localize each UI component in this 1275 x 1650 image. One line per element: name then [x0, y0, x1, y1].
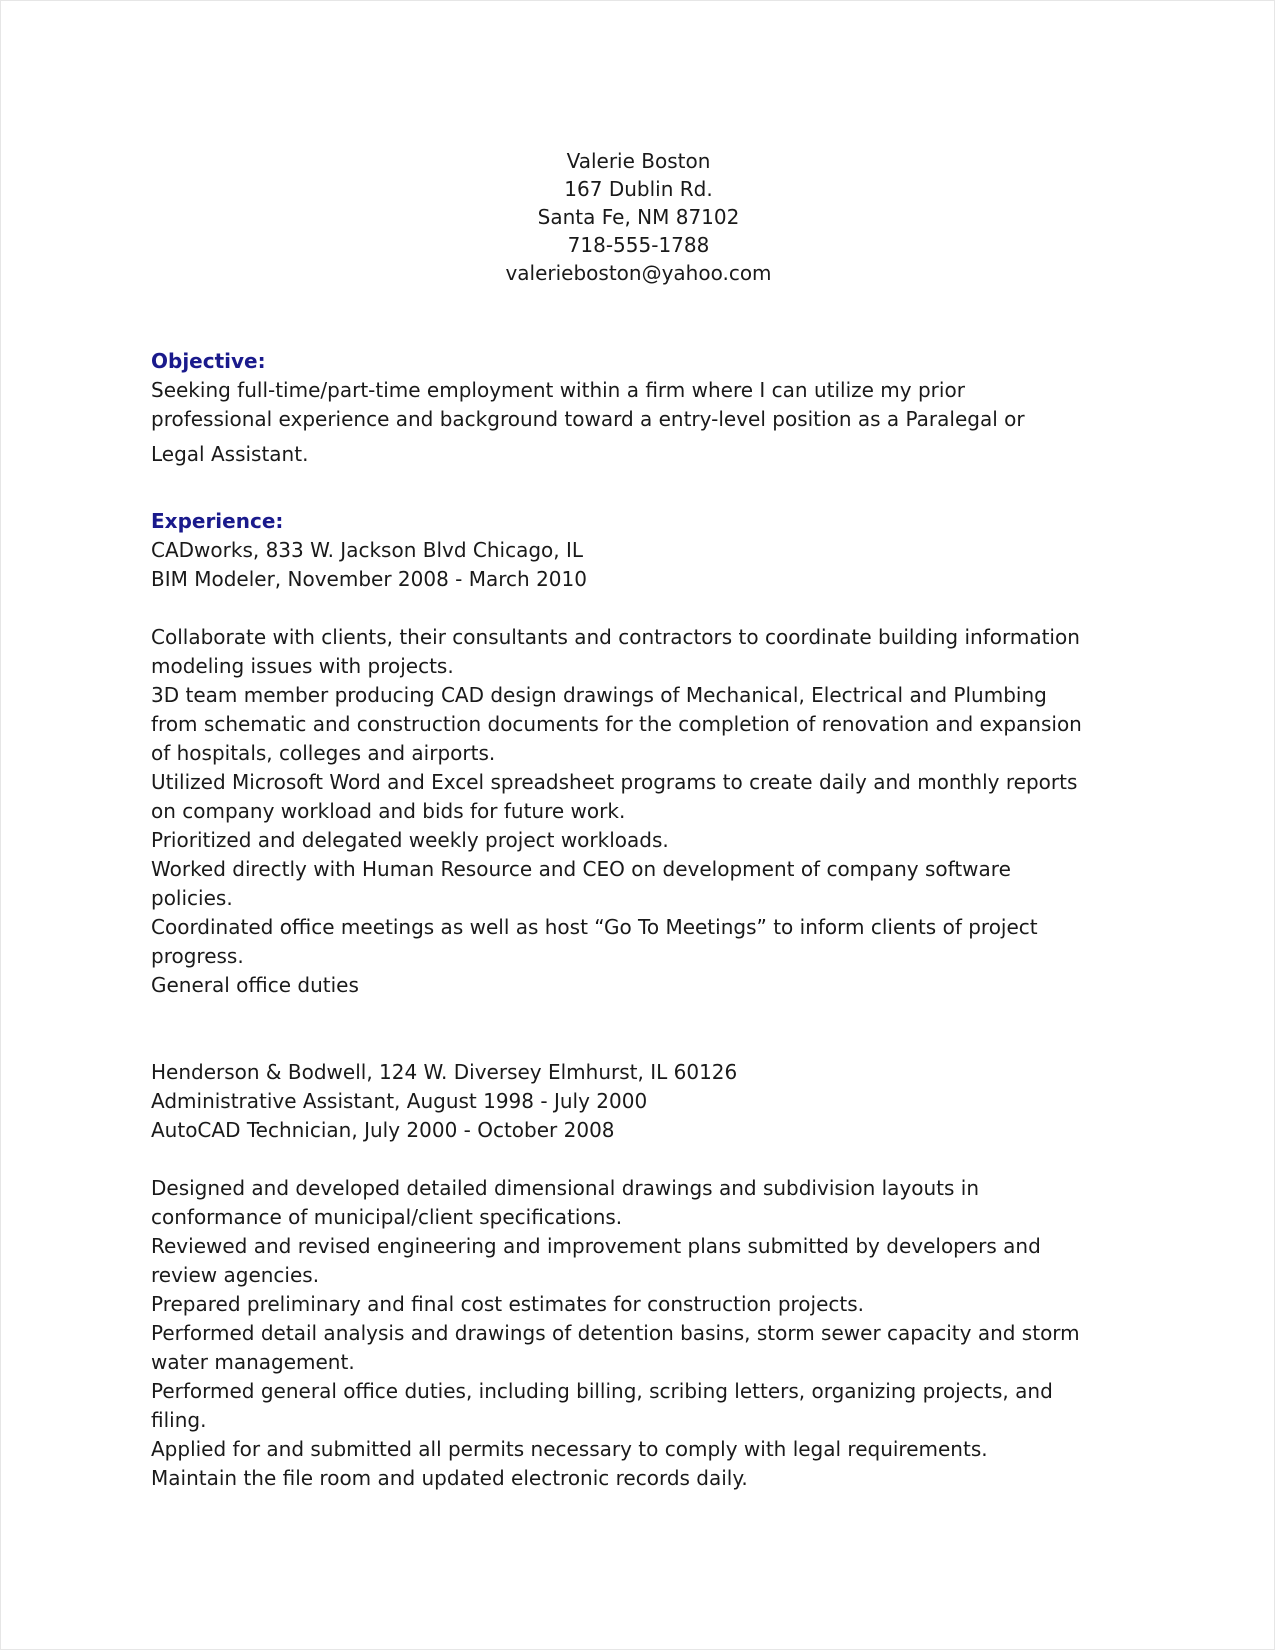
objective-line: Seeking full-time/part-time employment within a firm where I can utilize my prior [151, 378, 965, 402]
job-duty-line: 3D team member producing CAD design drawings of Mechanical, Electrical and Plumbing [151, 683, 1047, 707]
job-duty-line: filing. [151, 1408, 207, 1432]
job-duty-line: water management. [151, 1350, 355, 1374]
job-duty-line: on company workload and bids for future work. [151, 799, 626, 823]
job-employer: CADworks, 833 W. Jackson Blvd Chicago, IL [151, 538, 584, 562]
job-title: BIM Modeler, November 2008 - March 2010 [151, 567, 587, 591]
job-employer: Henderson & Bodwell, 124 W. Diversey Elmhurst, IL 60126 [151, 1060, 738, 1084]
contact-city: Santa Fe, NM 87102 [537, 205, 740, 229]
job-duty-line: policies. [151, 886, 233, 910]
job-duty-line: Coordinated office meetings as well as host “Go To Meetings” to inform clients of project [151, 915, 1038, 939]
contact-email: valerieboston@yahoo.com [505, 261, 772, 285]
contact-phone: 718-555-1788 [567, 233, 710, 257]
job-duty-line: modeling issues with projects. [151, 654, 454, 678]
objective-line: Legal Assistant. [151, 442, 309, 466]
experience-heading: Experience: [151, 509, 284, 533]
job-title: AutoCAD Technician, July 2000 - October 2008 [151, 1118, 615, 1142]
contact-name: Valerie Boston [566, 149, 711, 173]
job-entry [151, 1058, 1151, 1493]
job-duty-line: progress. [151, 944, 244, 968]
job-duty-line: from schematic and construction documents for the completion of renovation and expansion [151, 712, 1082, 736]
job-duty-line: Prepared preliminary and final cost estimates for construction projects. [151, 1292, 865, 1316]
resume-body [151, 347, 1151, 1493]
job-duty-line: Worked directly with Human Resource and CEO on development of company software [151, 857, 1011, 881]
objective-line: professional experience and background toward a entry-level position as a Paralegal or [151, 407, 1025, 431]
job-title: Administrative Assistant, August 1998 - July 2000 [151, 1089, 648, 1113]
job-duty-line: General office duties [151, 973, 359, 997]
job-duty-line: Utilized Microsoft Word and Excel spreadsheet programs to create daily and monthly reports [151, 770, 1078, 794]
job-duty-line: Maintain the file room and updated electronic records daily. [151, 1466, 748, 1490]
experience-section [151, 507, 1151, 1493]
job-duty-line: Performed detail analysis and drawings of detention basins, storm sewer capacity and storm [151, 1321, 1080, 1345]
contact-header [1, 147, 1275, 287]
job-duty-line: of hospitals, colleges and airports. [151, 741, 496, 765]
job-duty-line: conformance of municipal/client specifications. [151, 1205, 623, 1229]
job-entry [151, 536, 1151, 1000]
job-duty-line: Prioritized and delegated weekly project workloads. [151, 828, 669, 852]
job-duty-line: review agencies. [151, 1263, 320, 1287]
job-duty-line: Collaborate with clients, their consultants and contractors to coordinate building information [151, 625, 1080, 649]
objective-heading: Objective: [151, 349, 266, 373]
job-duty-line: Performed general office duties, including billing, scribing letters, organizing projects, and [151, 1379, 1053, 1403]
job-duty-line: Designed and developed detailed dimensional drawings and subdivision layouts in [151, 1176, 980, 1200]
job-duty-line: Applied for and submitted all permits necessary to comply with legal requirements. [151, 1437, 988, 1461]
job-duty-line: Reviewed and revised engineering and improvement plans submitted by developers and [151, 1234, 1041, 1258]
objective-section [151, 347, 1151, 469]
contact-street: 167 Dublin Rd. [564, 177, 713, 201]
